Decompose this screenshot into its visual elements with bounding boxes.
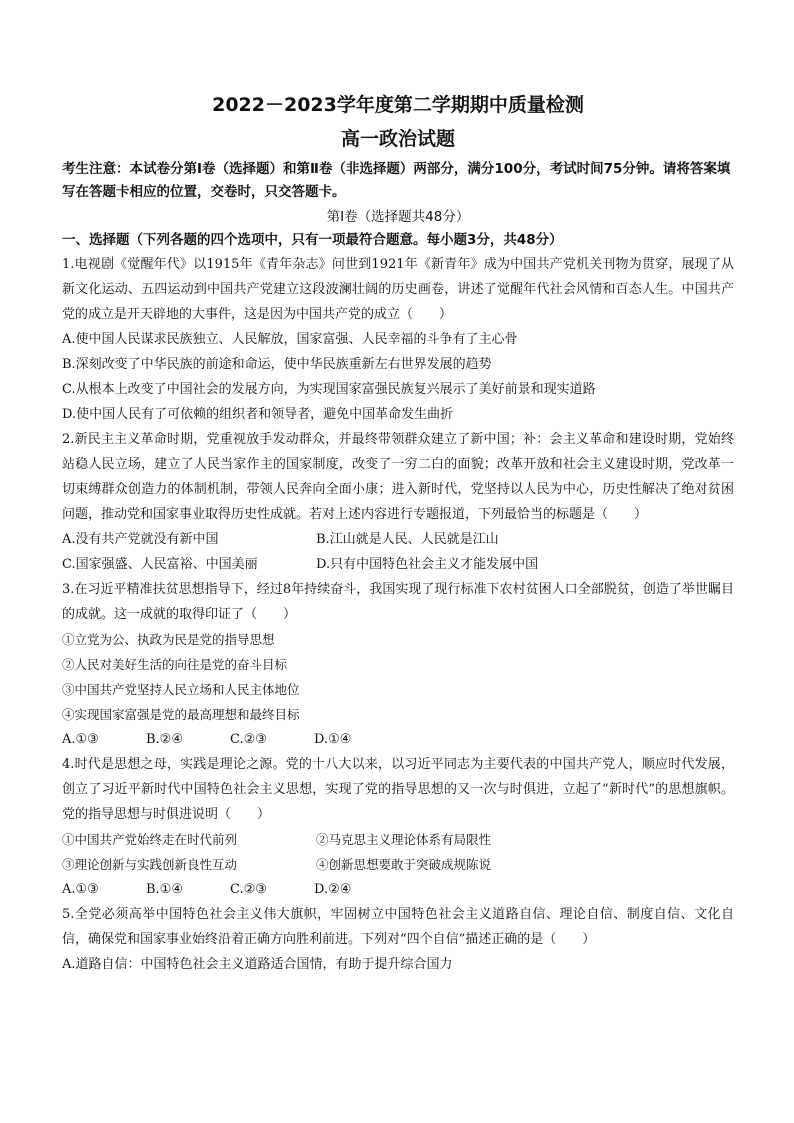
statement-1: ①中国共产党始终走在时代前列 bbox=[62, 832, 238, 847]
option-c: C.②③ bbox=[230, 732, 267, 747]
option-a: A.①③ bbox=[62, 732, 99, 747]
question-2 bbox=[62, 427, 734, 577]
statement-4: ④实现国家富强是党的最高理想和最终目标 bbox=[62, 707, 300, 722]
section-one-heading: 一、选择题（下列各题的四个选项中，只有一项最符合题意。每小题3分，共48分） bbox=[62, 232, 563, 248]
option-d: D.①④ bbox=[314, 732, 352, 747]
option-a: A.使中国人民谋求民族独立、人民解放，国家富强、人民幸福的斗争有了主心骨 bbox=[62, 332, 518, 347]
statement-3: ③理论创新与实践创新良性互动 bbox=[62, 857, 238, 872]
option-c: C.②③ bbox=[230, 882, 267, 897]
option-c: C.从根本上改变了中国社会的发展方向，为实现国家富强民族复兴展示了美好前景和现实道路 bbox=[62, 382, 596, 397]
part-one-heading: 第Ⅰ卷（选择题共48分） bbox=[326, 209, 470, 225]
option-a: A.①③ bbox=[62, 882, 99, 897]
question-3 bbox=[62, 577, 734, 752]
option-a: A.道路自信：中国特色社会主义道路适合国情，有助于提升综合国力 bbox=[62, 957, 453, 972]
option-d: D.②④ bbox=[314, 882, 352, 897]
exam-title: 2022－2023学年度第二学期期中质量检测 bbox=[212, 94, 584, 116]
statement-2: ②马克思主义理论体系有局限性 bbox=[316, 832, 492, 847]
question-stem: 5.全党必须高举中国特色社会主义伟大旗帜，牢固树立中国特色社会主义道路自信、理论自信、制度自信、文化自信，确保党和国家事业始终沿着正确方向胜利前进。下列对“四个自信”描述正确的是（ ） bbox=[62, 907, 734, 947]
question-stem: 2.新民主主义革命时期，党重视放手发动群众，并最终带领群众建立了新中国；补：会主义革命和建设时期，党始终站稳人民立场，建立了人民当家作主的国家制度，改变了一穷二白的面貌；改革开放和社会主义建设时期，党改革一切束缚群众创造力的体制机制，带领人民奔向全面小康；进入新时代，党坚持以人民为中心，历史性解决了绝对贫困问题，推动党和国家事业取得历史性成就。若对上述内容进行专题报道，下列最恰当的标题是（ ） bbox=[62, 432, 734, 522]
exam-subtitle: 高一政治试题 bbox=[340, 128, 455, 150]
question-stem: 3.在习近平精准扶贫思想指导下，经过8年持续奋斗，我国实现了现行标准下农村贫困人口全部脱贫，创造了举世瞩目的成就。这一成就的取得印证了（ ） bbox=[62, 582, 734, 622]
statement-2: ②人民对美好生活的向往是党的奋斗目标 bbox=[62, 657, 288, 672]
statement-4: ④创新思想要敢于突破成规陈说 bbox=[316, 857, 492, 872]
option-b: B.江山就是人民、人民就是江山 bbox=[316, 532, 499, 547]
option-a: A.没有共产党就没有新中国 bbox=[62, 532, 219, 547]
question-stem: 4.时代是思想之母，实践是理论之源。党的十八大以来，以习近平同志为主要代表的中国共产党人，顺应时代发展，创立了习近平新时代中国特色社会主义思想，实现了党的指导思想的又一次与时俱进，立起了“新时代”的思想旗帜。党的指导思想与时俱进说明（ ） bbox=[62, 757, 734, 822]
question-stem: 1.电视剧《觉醒年代》以1915年《青年杂志》问世到1921年《新青年》成为中国共产党机关刊物为贯穿，展现了从新文化运动、五四运动到中国共产党建立这段波澜壮阔的历史画卷，讲述了觉醒年代社会风情和百态人生。中国共产党的成立是开天辟地的大事件，这是因为中国共产党的成立（ ） bbox=[62, 257, 734, 322]
statement-3: ③中国共产党坚持人民立场和人民主体地位 bbox=[62, 682, 300, 697]
options-row bbox=[62, 552, 734, 577]
option-b: B.深刻改变了中华民族的前途和命运，使中华民族重新左右世界发展的趋势 bbox=[62, 357, 492, 372]
option-d: D.使中国人民有了可依赖的组织者和领导者，避免中国革命发生曲折 bbox=[62, 407, 454, 422]
options-row bbox=[62, 527, 734, 552]
exam-page bbox=[62, 92, 734, 977]
question-5 bbox=[62, 902, 734, 977]
question-4 bbox=[62, 752, 734, 902]
statements-row bbox=[62, 852, 734, 877]
option-d: D.只有中国特色社会主义才能发展中国 bbox=[316, 557, 539, 572]
statement-1: ①立党为公、执政为民是党的指导思想 bbox=[62, 632, 275, 647]
option-c: C.国家强盛、人民富裕、中国美丽 bbox=[62, 557, 258, 572]
question-1 bbox=[62, 252, 734, 427]
exam-notice: 考生注意：本试卷分第Ⅰ卷（选择题）和第Ⅱ卷（非选择题）两部分，满分100分，考试时间75分钟。请将答案填写在答题卡相应的位置，交卷时，只交答题卡。 bbox=[62, 161, 731, 200]
option-b: B.②④ bbox=[146, 732, 183, 747]
options-row bbox=[62, 877, 734, 902]
options-row bbox=[62, 727, 734, 752]
option-b: B.①④ bbox=[146, 882, 183, 897]
statements-row bbox=[62, 827, 734, 852]
